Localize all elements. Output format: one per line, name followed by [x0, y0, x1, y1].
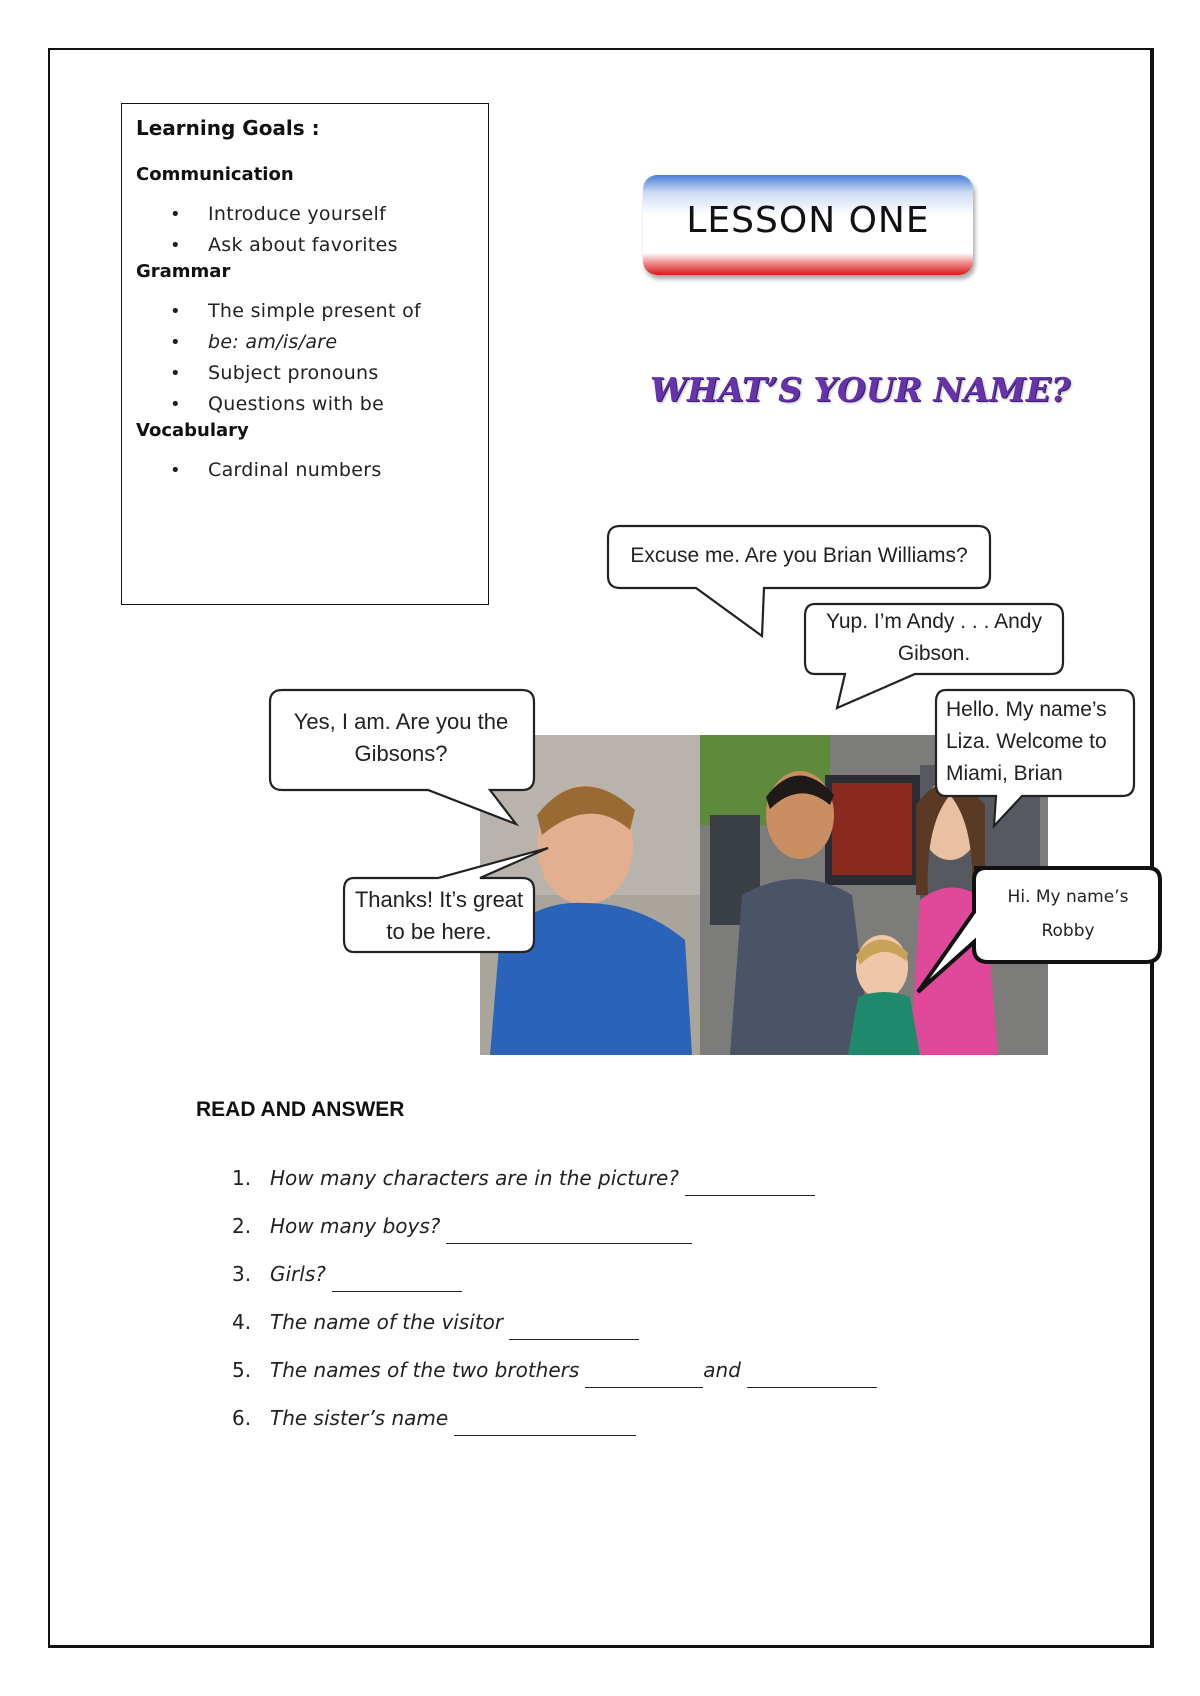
answer-blank[interactable] — [585, 1365, 703, 1388]
communication-list — [136, 199, 474, 261]
bubble-text: Thanks! It’s great to be here. — [354, 887, 524, 944]
answer-blank[interactable] — [747, 1365, 877, 1388]
speech-bubble-thanks — [342, 846, 536, 954]
answer-blank[interactable] — [332, 1269, 462, 1292]
question-number: 3. — [232, 1262, 252, 1286]
question-text: The names of the two brothers — [270, 1358, 580, 1382]
question-item — [232, 1160, 877, 1208]
speech-bubble-robby — [916, 866, 1162, 996]
question-list — [232, 1160, 877, 1448]
question-number: 4. — [232, 1310, 252, 1334]
goal-item: • Subject pronouns — [208, 358, 474, 389]
question-text: How many boys? — [270, 1214, 441, 1238]
bubble-text: Yup. I’m Andy . . . Andy Gibson. — [826, 610, 1042, 665]
question-text: How many characters are in the picture? — [270, 1166, 679, 1190]
lesson-badge-label: LESSON ONE — [686, 199, 930, 241]
question-item — [232, 1208, 877, 1256]
question-text: The name of the visitor — [270, 1310, 504, 1334]
question-item — [232, 1400, 877, 1448]
goal-item: • Introduce yourself — [208, 199, 474, 230]
read-and-answer-heading: READ AND ANSWER — [196, 1098, 405, 1121]
question-item — [232, 1352, 877, 1400]
goal-item: • Ask about favorites — [208, 230, 474, 261]
goal-item: • be: am/is/are — [208, 327, 474, 358]
bubble-text: Hello. My name’s Liza. Welcome to Miami, Brian — [946, 698, 1107, 785]
speech-bubble-hello — [934, 688, 1136, 828]
goal-item: • Cardinal numbers — [208, 455, 474, 486]
bubble-text: Excuse me. Are you Brian Williams? — [630, 544, 968, 567]
question-number: 1. — [232, 1166, 252, 1190]
question-joiner: and — [703, 1358, 741, 1382]
section-heading-communication: Communication — [136, 164, 294, 185]
question-text: The sister’s name — [270, 1406, 449, 1430]
question-number: 2. — [232, 1214, 252, 1238]
section-heading-vocabulary: Vocabulary — [136, 420, 249, 441]
question-number: 5. — [232, 1358, 252, 1382]
page-title: WHAT’S YOUR NAME? — [650, 370, 1071, 409]
goal-item: • Questions with be — [208, 389, 474, 420]
section-heading-grammar: Grammar — [136, 261, 231, 282]
bubble-text: Yes, I am. Are you the Gibsons? — [293, 709, 509, 766]
answer-blank[interactable] — [509, 1317, 639, 1340]
vocabulary-list — [136, 455, 474, 486]
question-number: 6. — [232, 1406, 252, 1430]
bubble-text: Hi. My name’s Robby — [1007, 887, 1129, 941]
answer-blank[interactable] — [454, 1413, 636, 1436]
grammar-list — [136, 296, 474, 420]
answer-blank[interactable] — [446, 1221, 692, 1244]
answer-blank[interactable] — [685, 1173, 815, 1196]
learning-goals-box — [121, 103, 489, 605]
learning-goals-title: Learning Goals : — [136, 116, 320, 140]
goal-item: • The simple present of — [208, 296, 474, 327]
question-item — [232, 1256, 877, 1304]
question-item — [232, 1304, 877, 1352]
lesson-badge — [643, 175, 973, 275]
question-text: Girls? — [270, 1262, 326, 1286]
speech-bubble-yes-i-am — [268, 688, 538, 828]
